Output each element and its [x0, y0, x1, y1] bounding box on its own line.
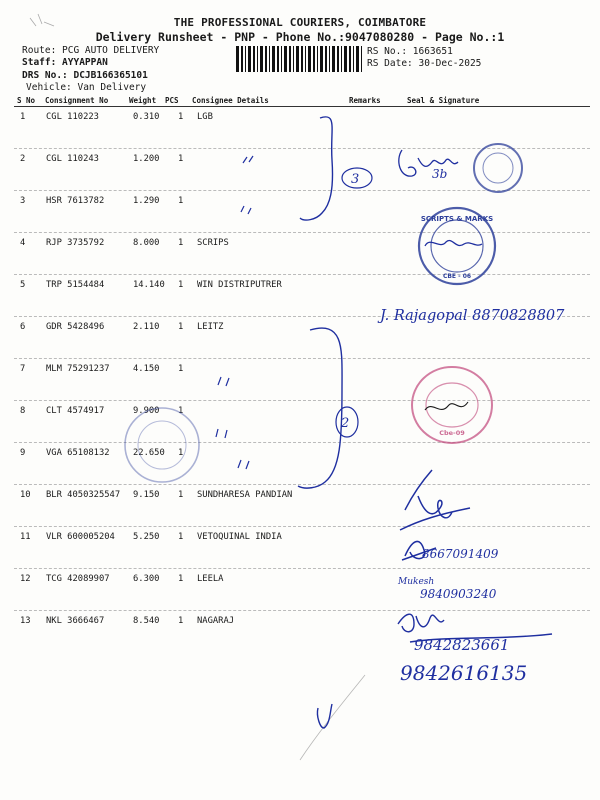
table-row	[0, 574, 600, 588]
cell-consignment: CGL 110243	[46, 154, 99, 164]
table-row	[0, 532, 600, 546]
cell-consignment: RJP 3735792	[46, 238, 105, 248]
cell-consignment: TRP 5154484	[46, 280, 105, 290]
cell-consignee: LEELA	[197, 574, 224, 584]
row-divider	[14, 274, 590, 275]
runsheet-subtitle: Delivery Runsheet - PNP - Phone No.:9047080280 - Page No.:1	[95, 30, 505, 44]
row-divider	[14, 610, 590, 611]
cell-consignee: NAGARAJ	[197, 616, 235, 626]
col-remarks: Remarks	[349, 96, 381, 105]
cell-weight: 9.150	[133, 490, 160, 500]
cell-pcs: 1	[178, 154, 184, 164]
company-title: THE PROFESSIONAL COURIERS, COIMBATORE	[173, 16, 427, 29]
cell-pcs: 1	[178, 448, 184, 458]
cell-sno: 9	[20, 448, 26, 458]
row-divider	[14, 484, 590, 485]
row-divider	[14, 190, 590, 191]
table-row	[0, 364, 600, 378]
row-divider	[14, 148, 590, 149]
drs-number: DRS No.: DCJB166365101	[22, 70, 148, 81]
col-weight: Weight	[129, 96, 157, 105]
cell-weight: 22.650	[133, 448, 165, 458]
table-row	[0, 112, 600, 126]
rs-number: RS No.: 1663651	[367, 46, 453, 57]
cell-sno: 4	[20, 238, 26, 248]
cell-consignee: LEITZ	[197, 322, 224, 332]
cell-sno: 13	[20, 616, 31, 626]
cell-weight: 8.000	[133, 238, 160, 248]
cell-sno: 2	[20, 154, 26, 164]
cell-pcs: 1	[178, 196, 184, 206]
circle-mark-bottom-digit: 2	[341, 416, 350, 431]
col-seal-signature: Seal & Signature	[407, 96, 480, 105]
signature-row11-phone: 8667091409	[422, 547, 499, 561]
table-row	[0, 322, 600, 336]
cell-weight: 14.140	[133, 280, 165, 290]
vehicle-label: Vehicle: Van Delivery	[26, 82, 147, 93]
ditto-mark-row7	[218, 377, 229, 386]
table-row	[0, 238, 600, 252]
cell-weight: 8.540	[133, 616, 160, 626]
svg-text:Mukesh: Mukesh	[398, 577, 435, 587]
col-sno: S No	[17, 96, 36, 105]
stamp-row2	[474, 144, 522, 192]
cell-weight: 1.290	[133, 196, 160, 206]
cell-sno: 5	[20, 280, 26, 290]
cell-weight: 5.250	[133, 532, 160, 542]
row-divider	[14, 442, 590, 443]
cell-consignee: WIN DISTRIPUTRER	[197, 280, 282, 290]
cell-consignee: LGB	[197, 112, 213, 122]
cell-consignment: VGA 65108132	[46, 448, 110, 458]
barcode-image	[236, 46, 362, 72]
signature-row5: J. Rajagopal 8870828807	[380, 308, 565, 324]
table-row	[0, 616, 600, 630]
cell-consignee: SCRIPS	[197, 238, 229, 248]
cell-pcs: 1	[178, 532, 184, 542]
signature-row12-phone: 9840903240	[420, 587, 497, 601]
cell-consignment: TCG 42089907	[46, 574, 110, 584]
cell-pcs: 1	[178, 364, 184, 374]
cell-sno: 12	[20, 574, 31, 584]
cell-consignment: CLT 4574917	[46, 406, 105, 416]
staff-label: Staff: AYYAPPAN	[22, 57, 108, 68]
strike-line-row13	[410, 634, 552, 642]
cell-pcs: 1	[178, 280, 184, 290]
table-row	[0, 490, 600, 504]
row-divider	[14, 316, 590, 317]
stamp-leitz-city: Cbe-09	[439, 429, 465, 437]
table-row	[0, 406, 600, 420]
cell-consignment: HSR 7613782	[46, 196, 105, 206]
circle-mark-top-digit: 3	[351, 172, 360, 187]
cell-pcs: 1	[178, 616, 184, 626]
stamp-scripts-marks-text: SCRIPTS & MARKS	[420, 215, 494, 223]
cell-sno: 11	[20, 532, 31, 542]
cell-consignee: SUNDHARESA PANDIAN	[197, 490, 293, 500]
cell-pcs: 1	[178, 238, 184, 248]
cell-consignment: VLR 600005204	[46, 532, 115, 542]
cell-weight: 4.150	[133, 364, 160, 374]
table-row	[0, 280, 600, 294]
row-divider	[14, 232, 590, 233]
cell-weight: 2.110	[133, 322, 160, 332]
cell-weight: 0.310	[133, 112, 160, 122]
cell-consignee: VETOQUINAL INDIA	[197, 532, 282, 542]
cell-consignment: MLM 75291237	[46, 364, 110, 374]
signature-row13-phone: 9842616135	[400, 661, 528, 685]
col-consignment: Consignment No	[45, 96, 109, 105]
ditto-mark-row8	[216, 429, 227, 438]
cell-sno: 1	[20, 112, 26, 122]
cell-pcs: 1	[178, 490, 184, 500]
stamp-leitz	[412, 367, 492, 443]
cell-consignment: GDR 5428496	[46, 322, 105, 332]
cell-sno: 3	[20, 196, 26, 206]
cell-weight: 1.200	[133, 154, 160, 164]
row-divider	[14, 568, 590, 569]
cell-pcs: 1	[178, 322, 184, 332]
svg-text:3b: 3b	[432, 167, 448, 181]
row-divider	[14, 358, 590, 359]
rs-date: RS Date: 30-Dec-2025	[367, 58, 482, 69]
cell-weight: 6.300	[133, 574, 160, 584]
col-pcs: PCS	[165, 96, 179, 105]
cell-weight: 9.900	[133, 406, 160, 416]
cell-sno: 6	[20, 322, 26, 332]
cell-pcs: 1	[178, 406, 184, 416]
circle-mark-top	[342, 168, 372, 188]
stray-stroke	[300, 675, 365, 760]
route-label: Route: PCG AUTO DELIVERY	[22, 45, 160, 56]
table-row	[0, 196, 600, 210]
row-divider	[14, 526, 590, 527]
col-consignee: Consignee Details	[192, 96, 269, 105]
table-row	[0, 448, 600, 462]
table-row	[0, 154, 600, 168]
cell-sno: 10	[20, 490, 31, 500]
tick-mark-bottom	[317, 704, 332, 728]
header-rule	[14, 106, 590, 107]
cell-pcs: 1	[178, 112, 184, 122]
cell-consignment: CGL 110223	[46, 112, 99, 122]
cell-consignment: BLR 4050325547	[46, 490, 121, 500]
signature-row13-phone-crossed: 9842823661	[414, 636, 510, 654]
cell-sno: 7	[20, 364, 26, 374]
row-divider	[14, 400, 590, 401]
cell-sno: 8	[20, 406, 26, 416]
cell-pcs: 1	[178, 574, 184, 584]
cell-consignment: NKL 3666467	[46, 616, 105, 626]
stamp-scripts-marks-city: CBE - 06	[442, 273, 472, 280]
